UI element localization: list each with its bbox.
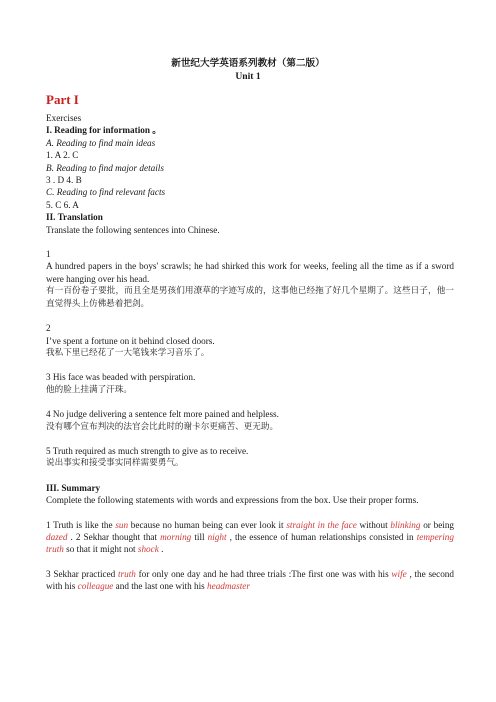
- summary-text: so that it might not: [63, 544, 138, 555]
- summary-answer: dazed: [46, 531, 68, 542]
- section1-b-label: B. Reading to find major details: [46, 162, 164, 173]
- summary-paragraph-2: [46, 568, 454, 593]
- summary-text: till: [191, 531, 208, 542]
- summary-text: , the second with his: [46, 568, 454, 592]
- section1-b-answers: 3 . D 4. B: [46, 175, 82, 186]
- translation-item-chinese: 有一百份卷子要批，而且全是男孩们用潦草的字迹写成的，这事他已经拖了好几个星期了。这些日子，他一直觉得头上仿佛悬着把剑。: [46, 286, 454, 309]
- section2-instruction: Translate the following sentences into Chinese.: [46, 224, 220, 235]
- translation-item-english: I’ve spent a fortune on it behind closed doors.: [46, 335, 215, 346]
- summary-answer: headmaster: [207, 581, 250, 592]
- summary-paragraph-1: [46, 519, 454, 556]
- summary-answer: sun: [115, 519, 129, 530]
- translation-item-english: 4 No judge delivering a sentence felt more pained and helpless.: [46, 409, 279, 420]
- summary-text: , the essence of human relationships consisted in: [226, 531, 417, 542]
- section3-heading: III. Summary: [46, 482, 101, 493]
- summary-answer: night: [207, 531, 227, 542]
- translation-item-english: 5 Truth required as much strength to give as to receive.: [46, 445, 249, 456]
- section1-heading: I. Reading for information 。: [46, 125, 162, 136]
- unit-label: Unit 1: [235, 71, 261, 82]
- summary-text: and the last one with his: [113, 581, 208, 592]
- summary-answer: straight in the face: [286, 519, 357, 530]
- translation-item-chinese: 他的脸上挂满了汗珠。: [46, 384, 132, 395]
- exercises-label: Exercises: [46, 113, 82, 123]
- summary-text: for only one day and he had three trials :The first one was with his: [135, 568, 392, 579]
- summary-text: . 2 Sekhar thought that: [67, 531, 161, 542]
- summary-text: .: [158, 544, 164, 555]
- section1-a-answers: 1. A 2. C: [46, 150, 79, 161]
- section3-instruction: Complete the following statements with words and expressions from the box. Use their proper forms.: [46, 495, 419, 506]
- section2-heading: II. Translation: [46, 212, 103, 223]
- part-heading: Part I: [46, 92, 79, 107]
- summary-text: 1 Truth is like the: [46, 519, 116, 530]
- summary-text: without: [356, 519, 391, 530]
- translation-item-chinese: 我私下里已经花了一大笔钱来学习音乐了。: [46, 347, 210, 358]
- summary-answer: morning: [160, 531, 192, 542]
- summary-text: because no human being can ever look it: [128, 519, 287, 530]
- section1-c-answers: 5. C 6. A: [46, 199, 79, 210]
- translation-item-chinese: 没有哪个宣布判决的法官会比此时的谢卡尔更痛苦、更无助。: [46, 421, 279, 432]
- translation-item-number: 2: [46, 323, 51, 334]
- section1-a-label: A. Reading to find main ideas: [46, 137, 156, 148]
- translation-item-chinese: 说出事实和接受事实同样需要勇气。: [46, 458, 184, 469]
- summary-text: 3 Sekhar practiced: [46, 568, 118, 579]
- section1-c-label: C. Reading to find relevant facts: [46, 187, 166, 198]
- document-body: [46, 92, 454, 593]
- summary-answer: wife: [391, 568, 407, 579]
- summary-answer: blinking: [390, 519, 421, 530]
- document-title: 新世纪大学英语系列教材（第二版）: [171, 58, 325, 69]
- summary-answer: tempering truth: [46, 531, 454, 555]
- translation-item-english: 3 His face was beaded with perspiration.: [46, 372, 196, 383]
- summary-answer: shock: [137, 544, 159, 555]
- summary-text: or being: [420, 519, 455, 530]
- translation-item-english: A hundred papers in the boys' scrawls; he had shirked this work for weeks, feeling all the time as if a sword were hanging over his head.: [46, 261, 454, 284]
- translation-item-number: 1: [46, 249, 51, 260]
- summary-answer: truth: [117, 568, 136, 579]
- summary-answer: colleague: [77, 581, 114, 592]
